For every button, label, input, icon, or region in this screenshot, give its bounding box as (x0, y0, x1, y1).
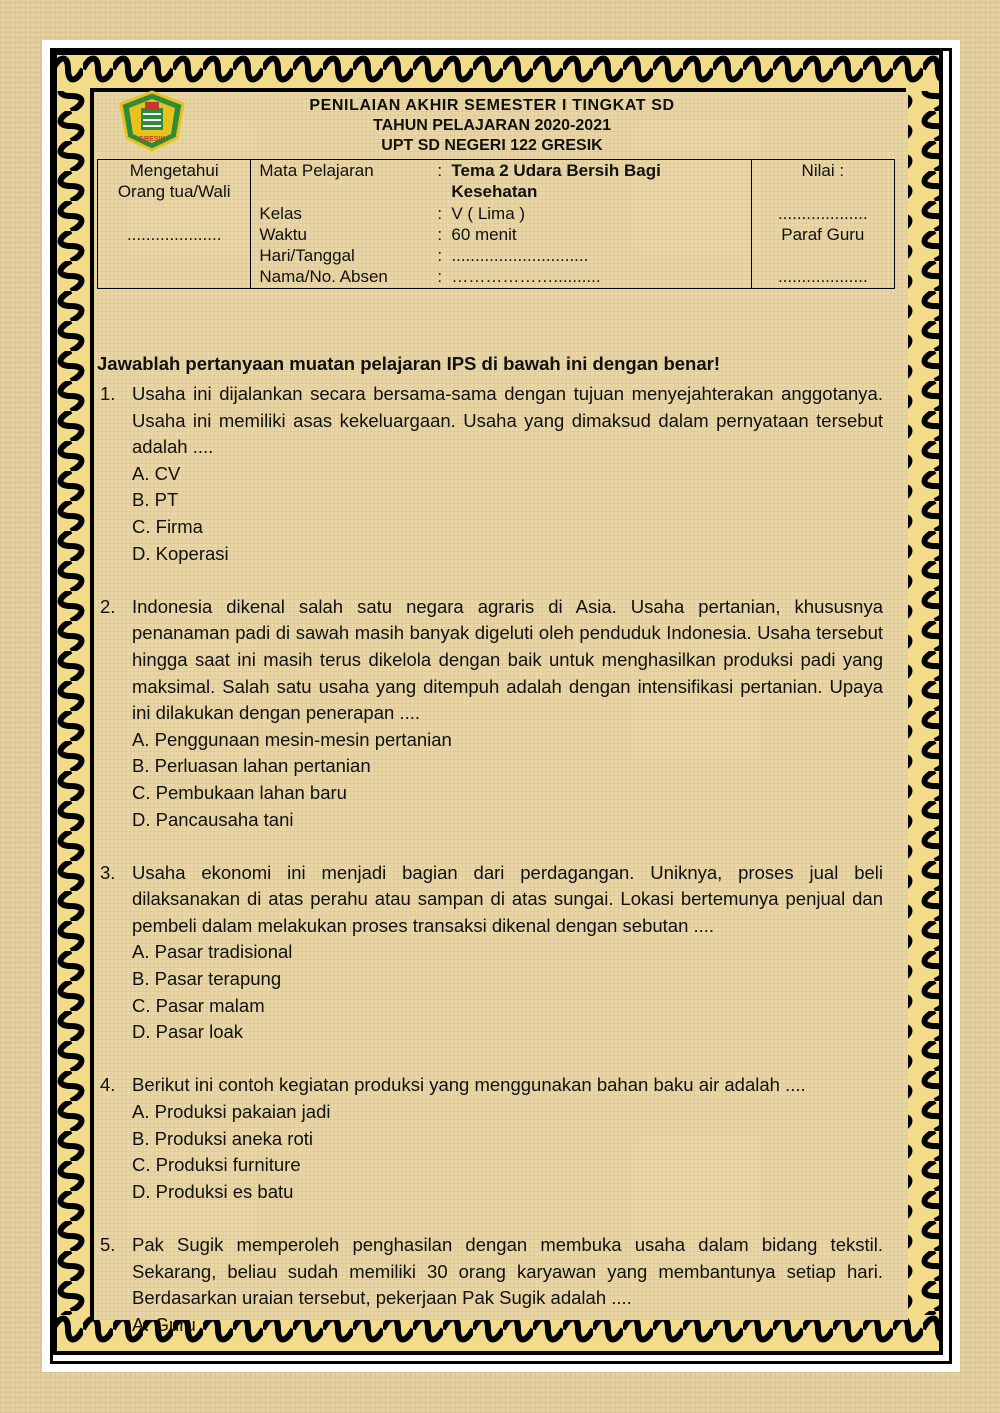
exam-header (222, 96, 762, 156)
option-a[interactable]: A. Produksi pakaian jadi (132, 1101, 331, 1123)
option-c[interactable]: C. Pembukaan lahan baru (132, 781, 347, 803)
question-text: Indonesia dikenal salah satu negara agraris di Asia. Usaha pertanian, khususnya penanaman padi di sawah masih banyak digeluti oleh penduduk Indonesia. Usaha tersebut hingga saat ini masih terus dikelola dengan baik untuk menghasilkan produksi padi yang maksimal. Salah satu usaha yang ditempuh adalah dengan intensifikasi pertanian. Upaya ini dilakukan dengan penerapan .... (132, 595, 883, 724)
time-label: Waktu (259, 224, 307, 244)
question-1 (97, 381, 883, 567)
option-b[interactable]: B. Pasar terapung (132, 968, 282, 990)
parent-label-2: Orang tua/Wali (117, 182, 231, 202)
option-d[interactable]: D. Produksi es batu (132, 1180, 294, 1202)
question-2 (97, 594, 883, 833)
question-4 (97, 1072, 883, 1205)
subject-label: Mata Pelajaran (259, 161, 374, 180)
name-field[interactable]: ……………….......... (451, 267, 601, 287)
score-field[interactable]: ................... (777, 203, 868, 223)
option-c[interactable]: C. Pasar malam (132, 994, 265, 1016)
question-text: Usaha ekonomi ini menjadi bagian dari perdagangan. Uniknya, proses jual beli dilaksanakan di atas perahu atau sampan di atas sungai. Lokasi bertemunya penjual dan pembeli dalam melakukan proses transaksi dikenal dengan sebutan .... (132, 861, 883, 936)
question-number: 3. (100, 861, 116, 883)
question-number: 2. (100, 595, 116, 617)
option-a[interactable]: A. CV (132, 462, 181, 484)
name-label: Nama/No. Absen (259, 267, 388, 287)
question-text: Usaha ini dijalankan secara bersama-sama dengan tujuan menyejahterakan anggotanya. Usaha ini memiliki asas kekeluargaan. Usaha yang dimaksud dalam pernyataan tersebut adalah .... (132, 383, 883, 458)
header-title: PENILAIAN AKHIR SEMESTER I TINGKAT SD (309, 97, 675, 114)
header-year: TAHUN PELAJARAN 2020-2021 (373, 117, 611, 134)
teacher-sign-label: Paraf Guru (781, 224, 865, 244)
date-label: Hari/Tanggal (259, 246, 355, 266)
date-field[interactable]: ............................. (451, 246, 589, 266)
header-school: UPT SD NEGERI 122 GRESIK (381, 137, 603, 154)
option-a[interactable]: A. Guru (132, 1313, 196, 1335)
option-d[interactable]: D. Koperasi (132, 542, 229, 564)
parent-label-1: Mengetahui (129, 161, 219, 180)
question-list (97, 381, 883, 1365)
question-text: Pak Sugik memperoleh penghasilan dengan membuka usaha dalam bidang tekstil. Sekarang, beliau sudah memiliki 30 orang karyawan yang membantunya setiap hari. Berdasarkan uraian tersebut, pekerjaan Pak Sugik adalah .... (132, 1234, 883, 1309)
option-b[interactable]: B. Produksi aneka roti (132, 1127, 313, 1149)
teacher-sign-line: ................... (777, 267, 868, 287)
instruction-text: Jawablah pertanyaan muatan pelajaran IPS di bawah ini dengan benar! (97, 353, 721, 374)
class-label: Kelas (259, 203, 302, 223)
option-a[interactable]: A. Pasar tradisional (132, 941, 293, 963)
score-cell (751, 160, 894, 289)
question-text: Berikut ini contoh kegiatan produksi yang menggunakan bahan baku air adalah .... (132, 1074, 806, 1096)
worksheet-page (42, 40, 960, 1372)
question-number: 5. (100, 1234, 116, 1255)
school-logo (119, 90, 185, 152)
option-d[interactable]: D. Pancausaha tani (132, 808, 294, 830)
option-c[interactable]: C. Firma (132, 515, 203, 537)
option-b[interactable]: B. Perluasan lahan pertanian (132, 755, 371, 777)
class-value: V ( Lima ) (451, 203, 526, 223)
logo-caption: GRESIK (138, 136, 166, 143)
student-info-table (97, 159, 895, 289)
option-b[interactable]: B. PT (132, 489, 179, 511)
parent-cell (98, 160, 251, 289)
score-label: Nilai : (801, 161, 845, 180)
parent-sign-line: .................... (126, 224, 222, 244)
option-d[interactable]: D. Pasar loak (132, 1021, 244, 1043)
time-value: 60 menit (451, 224, 517, 244)
option-c[interactable]: C. Produksi furniture (132, 1154, 301, 1176)
question-number: 4. (100, 1074, 116, 1096)
question-3 (97, 860, 883, 1046)
question-5 (97, 1232, 883, 1338)
question-number: 1. (100, 383, 116, 404)
subject-value: Tema 2 Udara Bersih Bagi Kesehatan (451, 161, 661, 202)
option-a[interactable]: A. Penggunaan mesin-mesin pertanian (132, 728, 452, 750)
details-cell: Mata Pelajaran : Tema 2 Udara Bersih Bagi Kesehatan Kelas : V ( Lima ) Waktu : 60 menit Hari/Tanggal : ............................. Nama/No. Absen : ……………….......... (251, 160, 751, 289)
